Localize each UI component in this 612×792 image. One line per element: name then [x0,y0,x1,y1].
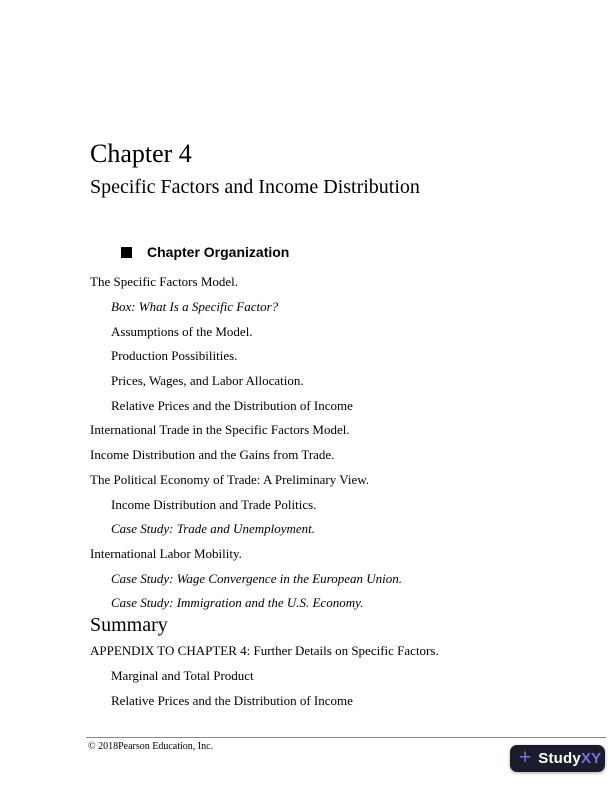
outline-item: The Political Economy of Trade: A Preliminary View. [90,471,370,487]
outline-item: Case Study: Trade and Unemployment. [111,521,316,537]
plus-icon: + [519,746,532,769]
black-square-icon [121,247,132,258]
appendix-list [90,639,570,713]
chapter-organization-heading [121,245,289,259]
outline-item: International Labor Mobility. [90,545,242,561]
outline-item: Relative Prices and the Distribution of Income [111,397,353,413]
brand-name-accent: XY [580,750,602,767]
outline-item: APPENDIX TO CHAPTER 4: Further Details on Specific Factors. [90,643,439,659]
chapter-subtitle: Specific Factors and Income Distribution [90,176,420,198]
outline-item: Assumptions of the Model. [111,323,253,339]
studyxy-badge [510,745,605,772]
brand-name-primary: Study [538,750,581,767]
chapter-title: Chapter 4 [90,139,192,168]
copyright-text: © 2018Pearson Education, Inc. [88,741,214,752]
outline-item: Income Distribution and the Gains from Trade. [90,447,335,463]
outline-item: Prices, Wages, and Labor Allocation. [111,373,304,389]
outline-item: Marginal and Total Product [111,668,254,684]
outline-item: Production Possibilities. [111,348,238,364]
chapter-outline-list [90,270,570,616]
outline-item: Case Study: Immigration and the U.S. Economy. [111,595,364,611]
footer-divider [86,737,606,738]
outline-item: Income Distribution and Trade Politics. [111,496,317,512]
summary-heading: Summary [90,614,168,636]
outline-item: Box: What Is a Specific Factor? [111,299,279,315]
chapter-organization-label: Chapter Organization [147,244,290,260]
outline-item: Case Study: Wage Convergence in the European Union. [111,570,402,586]
outline-item: The Specific Factors Model. [90,274,239,290]
outline-item: Relative Prices and the Distribution of Income [111,692,353,708]
outline-item: International Trade in the Specific Factors Model. [90,422,350,438]
